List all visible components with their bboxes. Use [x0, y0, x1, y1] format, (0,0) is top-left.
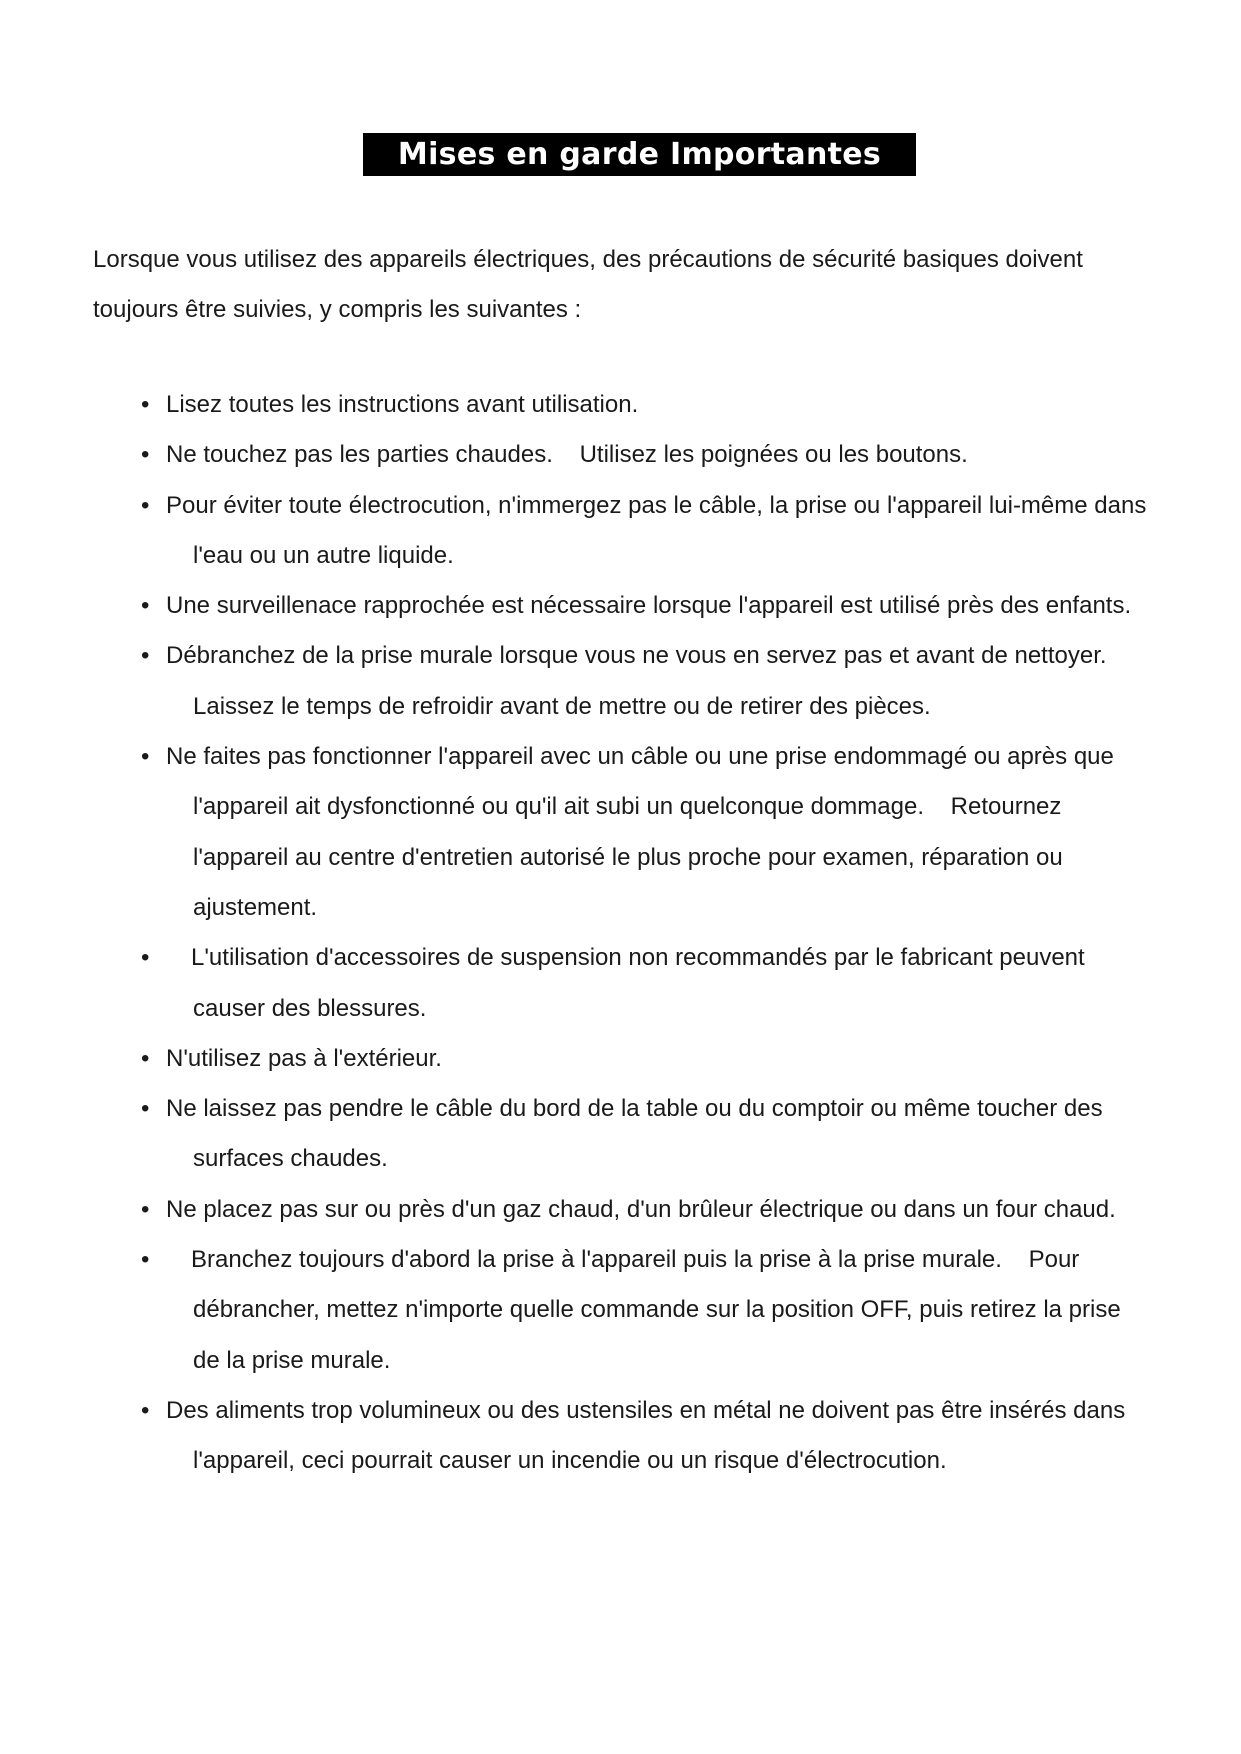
- bullet-icon: •: [141, 1095, 150, 1123]
- warning-text: Pour éviter toute électrocution, n'immergez pas le câble, la prise ou l'appareil lui-même dans l'eau ou un autre liquide.: [166, 491, 1147, 569]
- warning-item: [0, 430, 1241, 480]
- warning-text: Ne placez pas sur ou près d'un gaz chaud, d'un brûleur électrique ou dans un four chaud.: [166, 1195, 1116, 1223]
- warning-item: [0, 631, 1241, 732]
- warning-item: [0, 933, 1241, 1034]
- warning-text: L'utilisation d'accessoires de suspension non recommandés par le fabricant peuvent causer des blessures.: [191, 944, 1085, 1022]
- warning-item: [0, 481, 1241, 582]
- bullet-icon: •: [141, 1246, 150, 1274]
- bullet-icon: •: [141, 441, 150, 469]
- warnings-list: [0, 380, 1241, 1487]
- warning-item: [0, 1084, 1241, 1185]
- bullet-icon: •: [141, 1195, 150, 1223]
- warning-item: [0, 1185, 1241, 1235]
- warning-item: [0, 732, 1241, 933]
- warning-text: Ne touchez pas les parties chaudes. Utilisez les poignées ou les boutons.: [166, 441, 968, 469]
- warning-item: [0, 380, 1241, 430]
- warning-text: Des aliments trop volumineux ou des ustensiles en métal ne doivent pas être insérés dans l'appareil, ceci pourrait causer un incendie ou un risque d'électrocution.: [166, 1396, 1126, 1475]
- bullet-icon: •: [141, 491, 150, 519]
- warning-text: N'utilisez pas à l'extérieur.: [166, 1044, 442, 1072]
- warning-item: [0, 581, 1241, 631]
- warning-text: Ne laissez pas pendre le câble du bord de la table ou du comptoir ou même toucher des surfaces chaudes.: [166, 1095, 1103, 1173]
- page-title: Mises en garde Importantes: [363, 133, 916, 176]
- warning-text: Lisez toutes les instructions avant utilisation.: [166, 391, 639, 418]
- bullet-icon: •: [141, 944, 150, 972]
- bullet-icon: •: [141, 1044, 150, 1072]
- bullet-icon: •: [141, 1396, 150, 1424]
- warning-text: Ne faites pas fonctionner l'appareil avec un câble ou une prise endommagé ou après que l'appareil ait dysfonctionné ou qu'il ait subi un quelconque dommage. Retournez l'appareil au centre d'entretien autorisé le plus proche pour examen, réparation ou ajustement.: [166, 743, 1121, 921]
- warning-item: [0, 1034, 1241, 1084]
- bullet-icon: •: [141, 592, 150, 620]
- bullet-icon: •: [141, 743, 150, 771]
- warning-text: Débranchez de la prise murale lorsque vous ne vous en servez pas et avant de nettoyer. Laissez le temps de refroidir avant de mettre ou de retirer des pièces.: [166, 642, 1134, 720]
- warning-text: Une surveillenace rapprochée est nécessaire lorsque l'appareil est utilisé près des enfants.: [166, 592, 1132, 620]
- intro-paragraph: Lorsque vous utilisez des appareils électriques, des précautions de sécurité basiques doivent toujours être suivies, y compris les suivantes :: [93, 246, 1083, 323]
- warning-text: Branchez toujours d'abord la prise à l'appareil puis la prise à la prise murale. Pour débrancher, mettez n'importe quelle commande sur la position OFF, puis retirez la prise de la prise murale.: [191, 1246, 1128, 1374]
- bullet-icon: •: [141, 391, 150, 418]
- bullet-icon: •: [141, 642, 150, 670]
- warning-item: [0, 1386, 1241, 1487]
- warning-item: [0, 1235, 1241, 1386]
